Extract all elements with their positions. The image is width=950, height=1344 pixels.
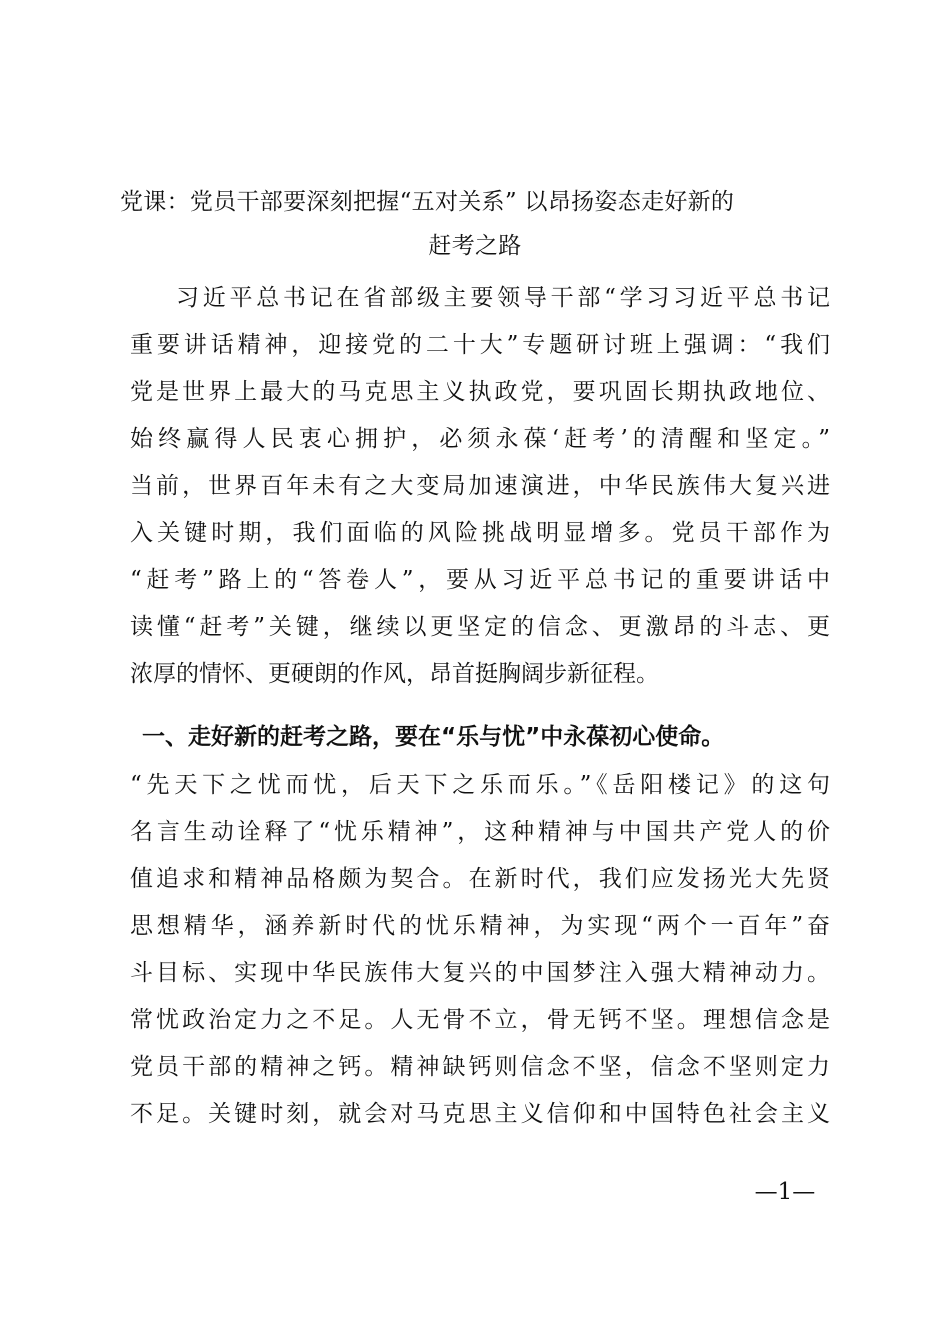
paragraph-2: [130, 762, 830, 1138]
paragraph-line: 党员干部的精神之钙。精神缺钙则信念不坚，信念不坚则定力: [130, 1054, 830, 1080]
document-title-line-2: 赶考之路: [428, 233, 522, 259]
paragraph-line: 斗目标、实现中华民族伟大复兴的中国梦注入强大精神动力。: [130, 960, 830, 986]
paragraph-line: 始终赢得人民衷心拥护，必须永葆‘赶考’的清醒和坚定。”: [130, 426, 830, 452]
paragraph-line: 党是世界上最大的马克思主义执政党，要巩固长期执政地位、: [130, 379, 830, 405]
paragraph-line: 入关键时期，我们面临的风险挑战明显增多。党员干部作为: [130, 520, 830, 546]
section-heading-1: 一、走好新的赶考之路，要在“乐与忧”中永葆初心使命。: [142, 724, 725, 750]
paragraph-line: 当前，世界百年未有之大变局加速演进，中华民族伟大复兴进: [130, 473, 830, 499]
paragraph-line: 重要讲话精神，迎接党的二十大”专题研讨班上强调：“我们: [130, 332, 830, 358]
paragraph-line: 常忧政治定力之不足。人无骨不立，骨无钙不坚。理想信念是: [130, 1007, 830, 1033]
paragraph-line: “先天下之忧而忧，后天下之乐而乐。”《岳阳楼记》的这句: [130, 772, 830, 798]
paragraph-line: 不足。关键时刻，就会对马克思主义信仰和中国特色社会主义: [130, 1101, 830, 1127]
paragraph-line: 名言生动诠释了“忧乐精神”，这种精神与中国共产党人的价: [130, 819, 830, 845]
paragraph-line: 读懂“赶考”关键，继续以更坚定的信念、更激昂的斗志、更: [130, 614, 830, 640]
paragraph-line: 思想精华，涵养新时代的忧乐精神，为实现“两个一百年”奋: [130, 913, 830, 939]
paragraph-line: 值追求和精神品格颇为契合。在新时代，我们应发扬光大先贤: [130, 866, 830, 892]
paragraph-line: 习近平总书记在省部级主要领导干部“学习习近平总书记: [176, 285, 830, 311]
paragraph-line: 浓厚的情怀、更硬朗的作风，昂首挺胸阔步新征程。: [130, 661, 659, 687]
paragraph-1: [130, 275, 830, 698]
page-number: —1—: [754, 1179, 816, 1205]
document-title-line-1: 党课：党员干部要深刻把握“五对关系” 以昂扬姿态走好新的: [120, 189, 735, 215]
paragraph-line: “赶考”路上的“答卷人”，要从习近平总书记的重要讲话中: [130, 567, 830, 593]
